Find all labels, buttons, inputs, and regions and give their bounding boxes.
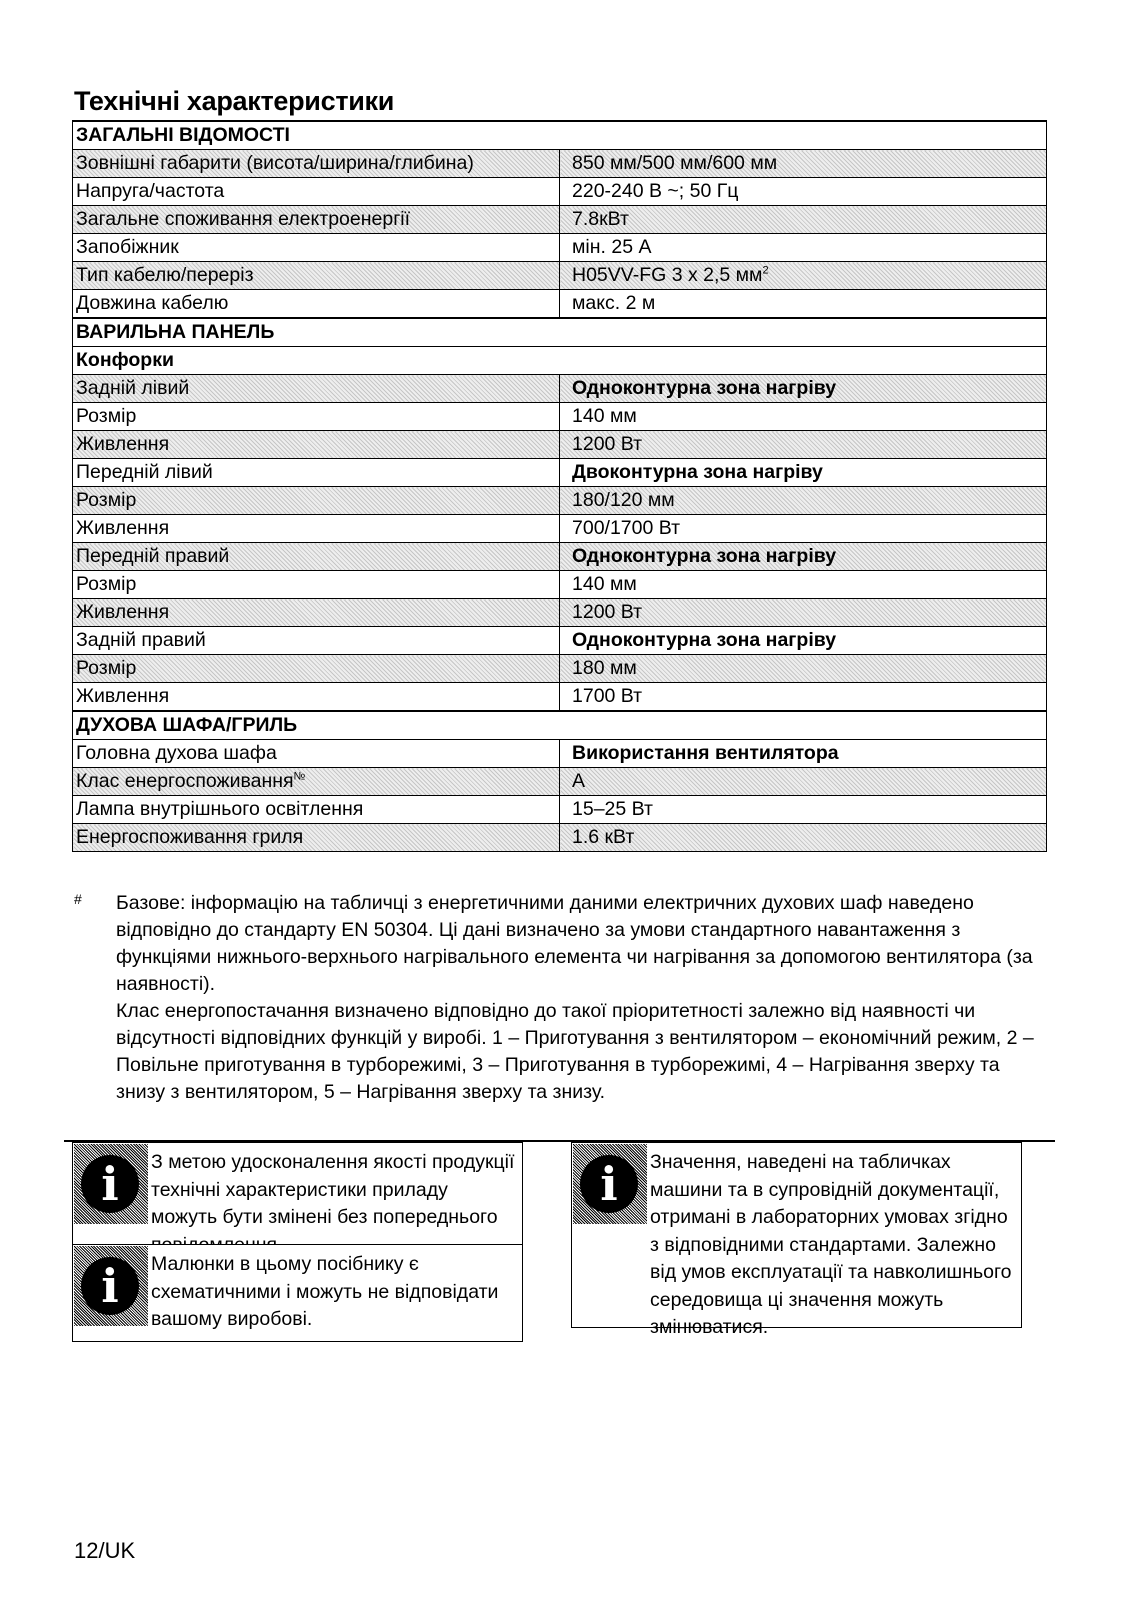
spec-label	[73, 262, 560, 290]
table-row	[73, 824, 1047, 852]
spec-label	[73, 824, 560, 852]
note-text: Малюнки в цьому посібнику є схематичними і можуть не відповідати вашому виробові.	[151, 1253, 499, 1330]
spec-label	[73, 375, 560, 403]
spec-label-text: Клас енергоспоживання	[76, 770, 294, 792]
spec-label	[73, 515, 560, 543]
spec-label-text: Розмір	[76, 573, 137, 595]
spec-value	[560, 740, 1047, 768]
table-row	[73, 683, 1047, 712]
spec-label-text: Задній правий	[76, 629, 206, 651]
spec-value	[560, 459, 1047, 487]
table-row	[73, 431, 1047, 459]
spec-value-text: 1200 Вт	[572, 601, 643, 623]
spec-value-text: 140 мм	[572, 405, 637, 427]
value-superscript: 2	[762, 264, 769, 277]
spec-label-text: Лампа внутрішнього освітлення	[76, 798, 364, 820]
spec-value	[560, 375, 1047, 403]
spec-value-text: макс. 2 м	[572, 292, 656, 314]
table-row	[73, 150, 1047, 178]
spec-value	[560, 599, 1047, 627]
spec-value-text: 180/120 мм	[572, 489, 675, 511]
spec-label	[73, 150, 560, 178]
note-box-values	[571, 1142, 1022, 1338]
info-icon-glyph: i	[101, 1157, 119, 1211]
table-row	[73, 796, 1047, 824]
spec-label	[73, 403, 560, 431]
spec-label-text: Передній лівий	[76, 461, 213, 483]
spec-label	[73, 543, 560, 571]
table-row	[73, 740, 1047, 768]
spec-label	[73, 178, 560, 206]
spec-value-text: Одноконтурна зона нагріву	[572, 629, 837, 651]
spec-label	[73, 599, 560, 627]
table-row	[73, 234, 1047, 262]
spec-label	[73, 627, 560, 655]
spec-value	[560, 403, 1047, 431]
spec-label-text: Передній правий	[76, 545, 230, 567]
spec-value	[560, 487, 1047, 515]
table-row	[73, 515, 1047, 543]
spec-value	[560, 543, 1047, 571]
table-row	[73, 290, 1047, 319]
spec-value-text: 1700 Вт	[572, 685, 643, 707]
spec-label	[73, 487, 560, 515]
note-box-drawings	[72, 1244, 523, 1342]
spec-label-text: Живлення	[76, 685, 170, 707]
spec-value	[560, 515, 1047, 543]
spec-value-text: Двоконтурна зона нагріву	[572, 461, 823, 483]
spec-value-text: Одноконтурна зона нагріву	[572, 377, 837, 399]
note-text: З метою удосконалення якості продукції технічні характеристики приладу можуть бути змінені без попереднього	[151, 1151, 515, 1228]
table-row	[73, 487, 1047, 515]
table-row	[73, 599, 1047, 627]
table-row	[73, 262, 1047, 290]
note-box-improvement	[72, 1142, 523, 1246]
table-row	[73, 459, 1047, 487]
spec-value-text: 1200 Вт	[572, 433, 643, 455]
spec-value	[560, 262, 1047, 290]
spec-value	[560, 768, 1047, 796]
spec-label-text: Задній лівий	[76, 377, 190, 399]
spec-value-text: A	[572, 770, 586, 792]
spec-table	[72, 120, 1047, 852]
spec-label	[73, 768, 560, 796]
spec-value-text: 7.8кВт	[572, 208, 629, 230]
footnote-mark: #	[74, 891, 82, 907]
footnote-paragraph-2: Клас енергопостачання визначено відповідно до такої пріоритетності залежно від наявності чи відсутності відповідних функцій у виробі. 1 – Приготування з вентилятором – економічний режим, 2 – Повільне приготування в турборежимі, 3 – Приготування в турборежимі, 4 – Нагрівання зверху та знизу з вентилятором, 5 – Нагрівання зверху та знизу.	[116, 1000, 1034, 1103]
spec-value	[560, 431, 1047, 459]
spec-value-text: 850 мм/500 мм/600 мм	[572, 152, 778, 174]
table-row	[73, 178, 1047, 206]
note-text: Значення, наведені на табличках машини та в супровідній документації, отримані в лабораторних умовах згідно з відповідними стандартами. Залежно від умов експлуатації та навколишнього середовища ці значення можуть змінюватися.	[650, 1151, 1012, 1338]
spec-label	[73, 571, 560, 599]
table-section-header	[73, 711, 1047, 740]
spec-label-text: Тип кабелю/переріз	[76, 264, 254, 286]
section-label: Конфорки	[73, 347, 1047, 375]
info-icon-glyph: i	[101, 1259, 119, 1313]
table-row	[73, 375, 1047, 403]
spec-value	[560, 150, 1047, 178]
table-row	[73, 655, 1047, 683]
spec-label-text: Запобіжник	[76, 236, 179, 258]
table-section-header	[73, 121, 1047, 150]
table-subsection-header	[73, 347, 1047, 375]
spec-label-text: Розмір	[76, 405, 137, 427]
spec-value-text: 180 мм	[572, 657, 637, 679]
spec-value	[560, 824, 1047, 852]
spec-value-text: 700/1700 Вт	[572, 517, 681, 539]
footnote-paragraph-1: Базове: інформацію на табличці з енергетичними даними електричних духових шаф наведено відповідно до стандарту EN 50304. Ці дані визначено за умови стандартного навантаження з функціями нижнього-верхнього нагрівального елемента чи нагрівання за допомогою вентилятора (за наявності).	[116, 892, 1033, 995]
spec-value	[560, 206, 1047, 234]
spec-value-text: 1.6 кВт	[572, 826, 635, 848]
info-icon	[74, 1144, 148, 1224]
table-row	[73, 768, 1047, 796]
spec-value-text: 220-240 В ~; 50 Гц	[572, 180, 739, 202]
label-superscript: №	[293, 770, 306, 783]
page-title: Технічні характеристики	[74, 86, 395, 116]
spec-value	[560, 683, 1047, 712]
spec-value-text: H05VV-FG 3 x 2,5 мм	[572, 264, 763, 286]
spec-value	[560, 796, 1047, 824]
section-label: ВАРИЛЬНА ПАНЕЛЬ	[73, 318, 1047, 347]
spec-label	[73, 655, 560, 683]
spec-label	[73, 740, 560, 768]
spec-value	[560, 178, 1047, 206]
footnote	[74, 890, 1044, 1106]
spec-label-text: Головна духова шафа	[76, 742, 277, 764]
spec-label-text: Напруга/частота	[76, 180, 225, 202]
spec-label	[73, 459, 560, 487]
spec-label-text: Живлення	[76, 433, 170, 455]
table-row	[73, 403, 1047, 431]
spec-label	[73, 234, 560, 262]
spec-value	[560, 290, 1047, 319]
section-label: ЗАГАЛЬНІ ВІДОМОСТІ	[73, 121, 1047, 150]
spec-value-text: 15–25 Вт	[572, 798, 653, 820]
spec-label	[73, 683, 560, 712]
page-number: 12/UK	[74, 1538, 136, 1563]
table-row	[73, 206, 1047, 234]
info-icon	[573, 1144, 647, 1224]
spec-label	[73, 290, 560, 319]
spec-label-text: Розмір	[76, 657, 137, 679]
spec-value	[560, 571, 1047, 599]
spec-value-text: мін. 25 А	[572, 236, 652, 258]
info-icon	[74, 1246, 148, 1326]
spec-label-text: Загальне споживання електроенергії	[76, 208, 411, 230]
spec-value	[560, 655, 1047, 683]
spec-label-text: Довжина кабелю	[76, 292, 229, 314]
spec-label-text: Живлення	[76, 517, 170, 539]
table-section-header	[73, 318, 1047, 347]
table-row	[73, 627, 1047, 655]
section-label: ДУХОВА ШАФА/ГРИЛЬ	[73, 711, 1047, 740]
table-row	[73, 571, 1047, 599]
spec-value	[560, 627, 1047, 655]
spec-value	[560, 234, 1047, 262]
spec-label-text: Живлення	[76, 601, 170, 623]
spec-value-text: 140 мм	[572, 573, 637, 595]
spec-label	[73, 796, 560, 824]
spec-label-text: Зовнішні габарити (висота/ширина/глибина)	[76, 152, 474, 174]
info-icon-glyph: i	[600, 1157, 618, 1211]
spec-label	[73, 431, 560, 459]
spec-value-text: Одноконтурна зона нагріву	[572, 545, 837, 567]
spec-label-text: Енергоспоживання гриля	[76, 826, 304, 848]
spec-label-text: Розмір	[76, 489, 137, 511]
spec-label	[73, 206, 560, 234]
table-row	[73, 543, 1047, 571]
spec-value-text: Використання вентилятора	[572, 742, 839, 764]
